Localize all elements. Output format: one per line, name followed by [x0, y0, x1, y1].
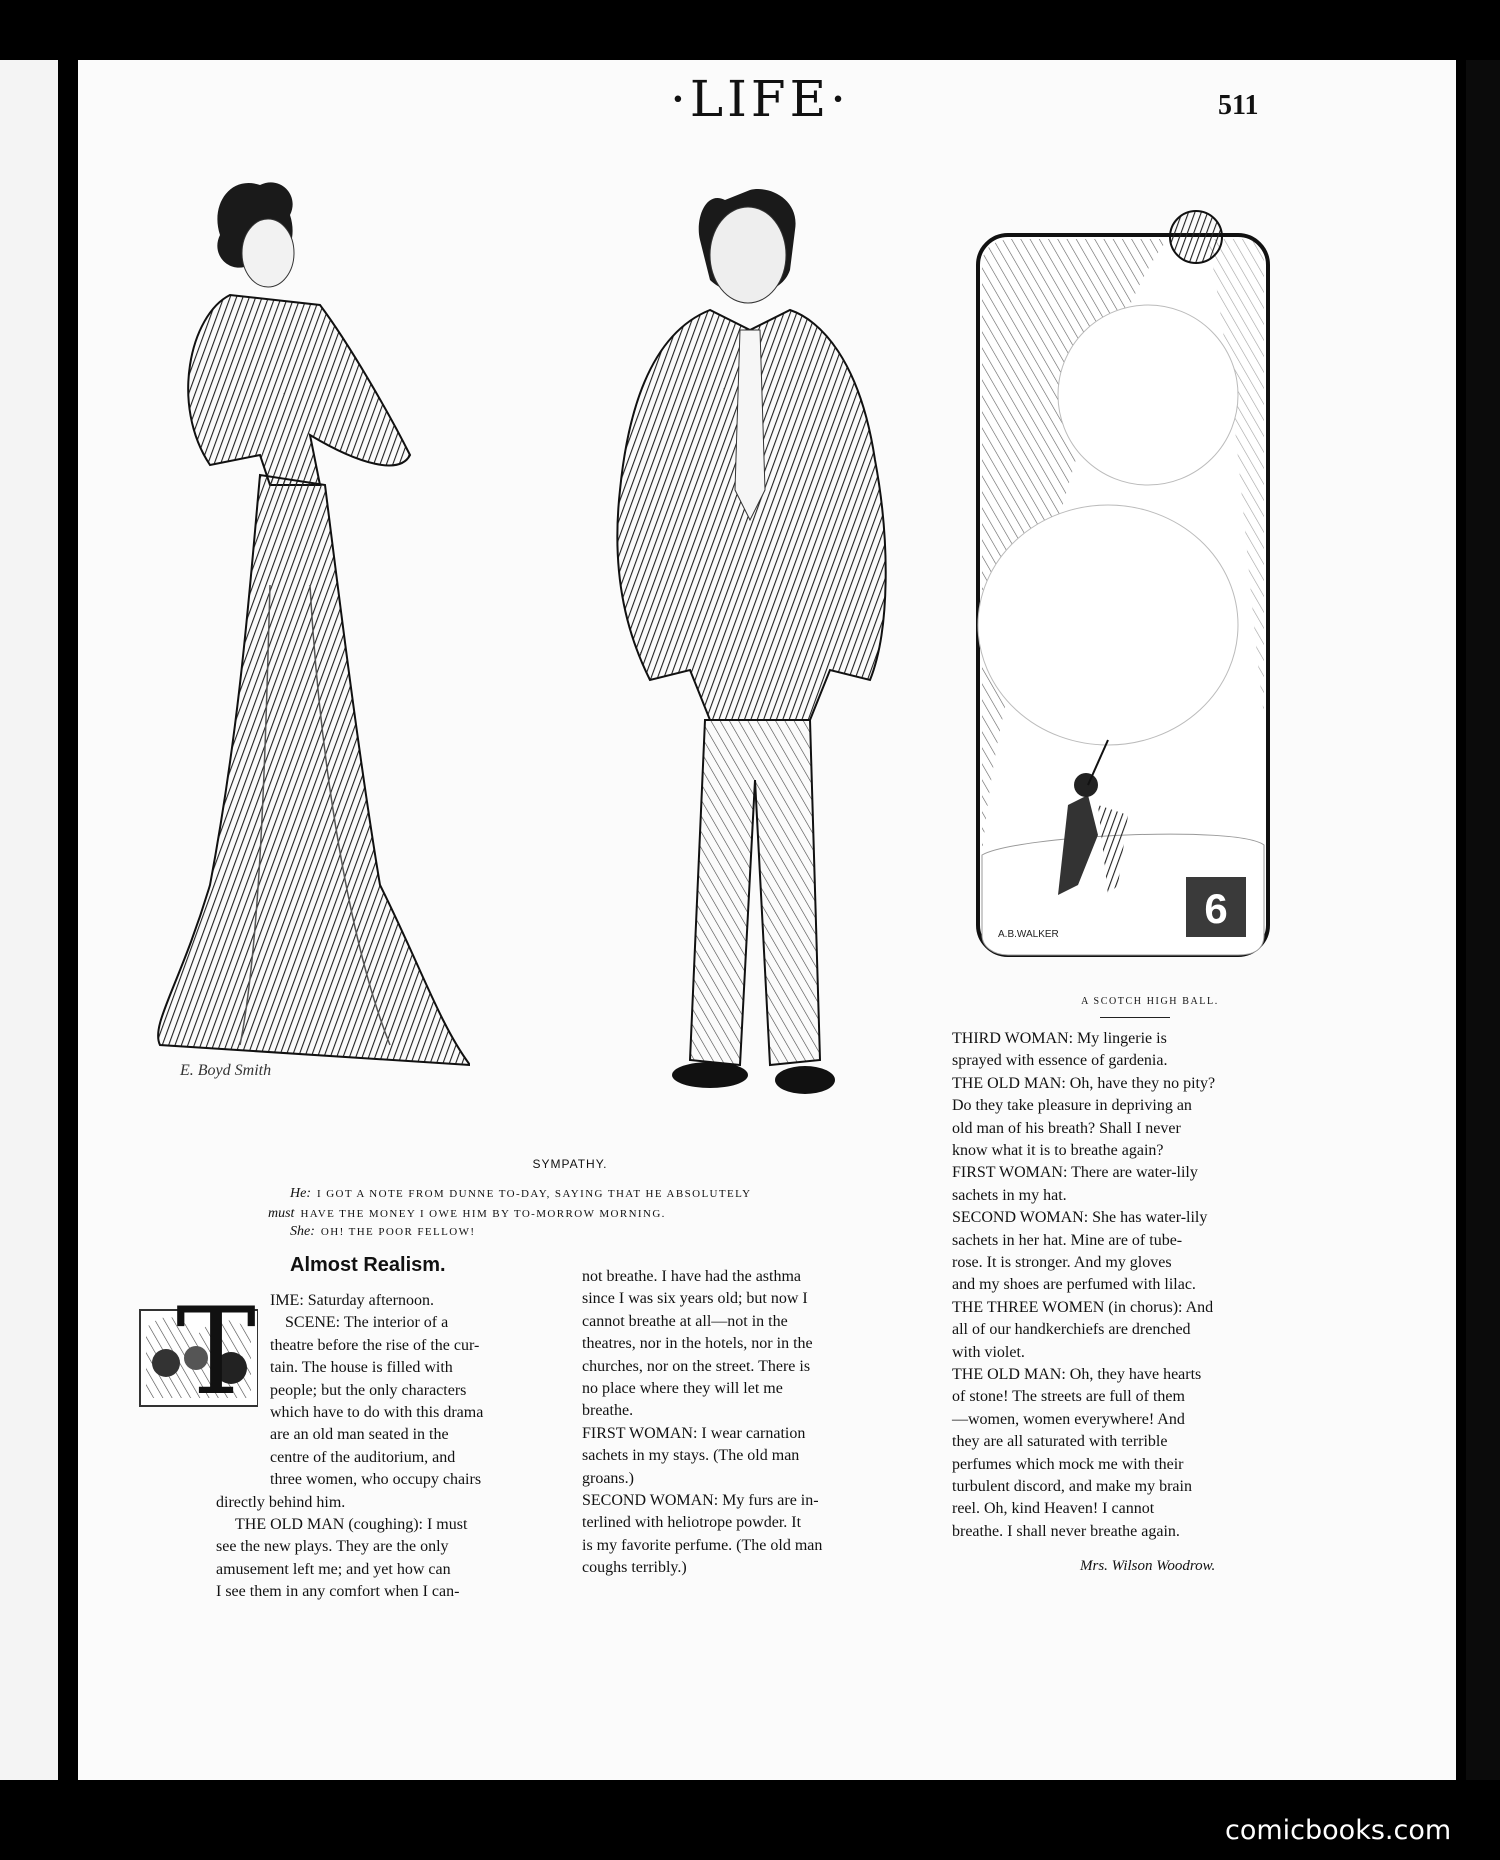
article-line: perfumes which mock me with their [952, 1455, 1184, 1473]
golf-panel-number: 6 [1204, 885, 1228, 932]
article-line: no place where they will let me [582, 1380, 783, 1397]
caption-line: He: I GOT A NOTE FROM DUNNE TO-DAY, SAYING THAT HE ABSOLUTELY [290, 1186, 752, 1201]
woman-illustration [150, 165, 470, 1095]
article-line: not breathe. I have had the asthma [582, 1268, 802, 1285]
article-line: I see them in any comfort when I can- [216, 1583, 460, 1601]
golf-caption: A SCOTCH HIGH BALL. [1081, 996, 1219, 1007]
golf-illustration [958, 195, 1288, 995]
article-line: coughs terribly.) [582, 1559, 687, 1577]
article-line: FIRST WOMAN: I wear carnation [582, 1424, 806, 1442]
article-line: terlined with heliotrope powder. It [582, 1514, 802, 1532]
sympathy-caption-title: SYMPATHY. [532, 1157, 608, 1171]
article-line: churches, nor on the street. There is [582, 1357, 811, 1375]
article-line: Do they take pleasure in depriving an [952, 1097, 1192, 1115]
article-line: they are all saturated with terrible [952, 1433, 1168, 1451]
article-line: sachets in my stays. (The old man [582, 1447, 800, 1465]
caption-divider [1100, 1017, 1170, 1018]
article-title: Almost Realism. [290, 1254, 446, 1276]
article-line: sachets in my hat. [952, 1186, 1067, 1204]
article-line: THE OLD MAN: Oh, they have hearts [952, 1366, 1202, 1383]
article-line: SECOND WOMAN: My furs are in- [582, 1492, 819, 1509]
article-line: THE OLD MAN (coughing): I must [235, 1516, 468, 1533]
svg-text:E. Boyd Smith: E. Boyd Smith [180, 1062, 272, 1079]
article-line: theatres, nor in the hotels, nor in the [582, 1335, 813, 1353]
article-line: breathe. [582, 1402, 634, 1420]
article-author: Mrs. Wilson Woodrow. [1080, 1558, 1216, 1574]
article-line: amusement left me; and yet how can [216, 1560, 451, 1578]
article-line: with violet. [952, 1343, 1025, 1361]
article-line: THE OLD MAN: Oh, have they no pity? [952, 1074, 1216, 1092]
article-line: see the new plays. They are the only [216, 1538, 449, 1556]
article-line: since I was six years old; but now I [582, 1290, 808, 1308]
article-line: groans.) [582, 1469, 634, 1487]
article-line: —women, women everywhere! And [952, 1410, 1185, 1428]
article-line: sprayed with essence of gardenia. [952, 1052, 1168, 1070]
caption-line: must HAVE THE MONEY I OWE HIM BY TO-MORROW MORNING. [268, 1206, 666, 1221]
article-line: reel. Oh, kind Heaven! I cannot [952, 1500, 1155, 1518]
article-line: breathe. I shall never breathe again. [952, 1522, 1180, 1540]
article-line: know what it is to breathe again? [952, 1142, 1164, 1159]
article-line: all of our handkerchiefs are drenched [952, 1321, 1191, 1339]
article-line: centre of the auditorium, and [270, 1448, 456, 1466]
page-number: 511 [1218, 90, 1259, 121]
left-page-edge [0, 60, 58, 1780]
caption-line: She: OH! THE POOR FELLOW! [290, 1224, 476, 1239]
article-line: people; but the only characters [270, 1381, 467, 1399]
article-line: which have to do with this drama [270, 1404, 484, 1421]
article-line: SCENE: The interior of a [285, 1314, 449, 1332]
article-line: are an old man seated in the [270, 1426, 449, 1444]
footer-brand: comicbooks.com [1225, 1815, 1452, 1846]
article-line: theatre before the rise of the cur- [270, 1336, 480, 1354]
article-line: turbulent discord, and make my brain [952, 1478, 1192, 1495]
man-illustration [590, 160, 920, 1120]
masthead-title: ·LIFE· [670, 70, 850, 128]
article-line: directly behind him. [216, 1493, 346, 1511]
article-line: THE THREE WOMEN (in chorus): And [952, 1298, 1214, 1316]
dropcap-letter: T [175, 1288, 257, 1408]
article-line: IME: Saturday afternoon. [270, 1292, 434, 1309]
article-line: tain. The house is filled with [270, 1359, 453, 1377]
article-line: rose. It is stronger. And my gloves [952, 1254, 1172, 1271]
article-line: of stone! The streets are full of them [952, 1388, 1185, 1406]
article-line: three women, who occupy chairs [270, 1471, 482, 1489]
article-line: SECOND WOMAN: She has water-lily [952, 1209, 1208, 1227]
article-line: is my favorite perfume. (The old man [582, 1536, 823, 1554]
decorative-dropcap [136, 1288, 258, 1408]
article-line: cannot breathe at all—not in the [582, 1312, 788, 1330]
article-line: and my shoes are perfumed with lilac. [952, 1276, 1196, 1294]
article-line: FIRST WOMAN: There are water-lily [952, 1164, 1198, 1182]
right-page-edge [1466, 60, 1500, 1780]
article-line: sachets in her hat. Mine are of tube- [952, 1231, 1183, 1249]
article-line: old man of his breath? Shall I never [952, 1119, 1181, 1137]
golf-signature: A.B.WALKER [998, 929, 1059, 940]
article-line: THIRD WOMAN: My lingerie is [952, 1030, 1167, 1047]
